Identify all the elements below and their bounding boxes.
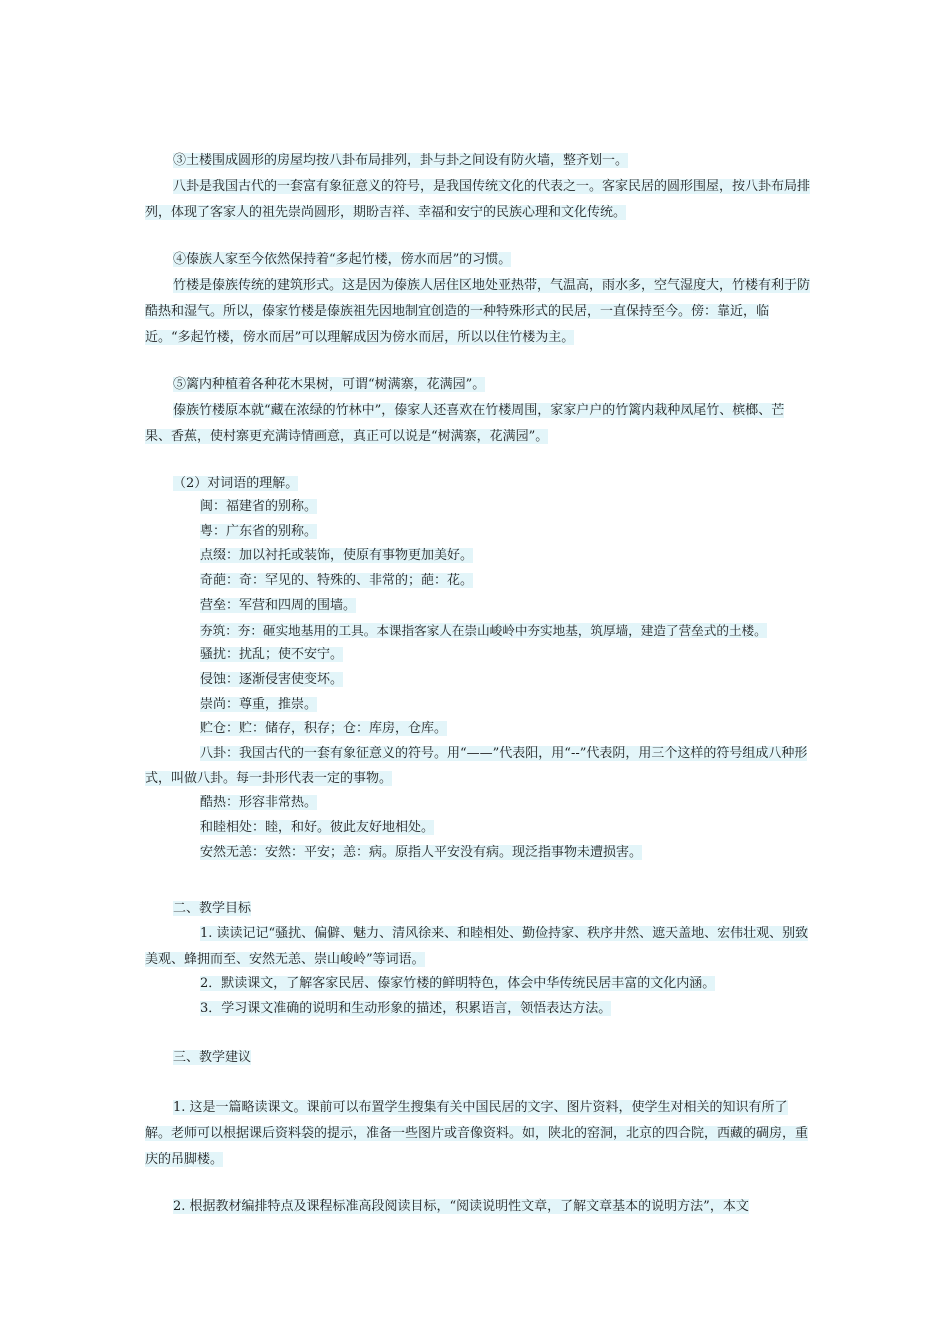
vocab-list [145, 495, 810, 866]
vocab-term: 奇葩：奇：罕见的、特殊的、非常的；葩：花。 [200, 573, 474, 589]
goal-3: 3．学习课文准确的说明和生动形象的描述，积累语言，领悟表达方法。 [200, 1001, 612, 1016]
vocab-term: 夯筑：夯：砸实地基用的工具。本课指客家人在崇山峻岭中夯实地基，筑厚墙，建造了营垒式的土楼。 [200, 622, 767, 638]
item-4: ④傣族人家至今依然保持着“多起竹楼，傍水而居”的习惯。 [173, 252, 512, 267]
item-3: ③土楼围成圆形的房屋均按八卦布局排列，卦与卦之间设有防火墙，整齐划一。 [173, 153, 629, 168]
item-4-explanation: 竹楼是傣族传统的建筑形式。这是因为傣族人居住区地处亚热带，气温高，雨水多，空气湿度大，竹楼有利于防酷热和湿气。所以，傣家竹楼是傣族祖先因地制宜创造的一种特殊形式的民居，一直保持至今。傍：靠近，临近。“多起竹楼，傍水而居”可以理解成因为傍水而居，所以以住竹楼为主。 [145, 278, 811, 345]
vocab-term: 粤：广东省的别称。 [200, 523, 318, 539]
advice-2: 2. 根据教材编排特点及课程标准高段阅读目标，“阅读说明性文章，了解文章基本的说明方法”，本文 [173, 1199, 749, 1214]
advice-1: 1. 这是一篇略读课文。课前可以布置学生搜集有关中国民居的文字、图片资料，使学生对相关的知识有所了解。老师可以根据课后资料袋的提示，准备一些图片或音像资料。如，陕北的窑洞，北京的四合院，西藏的碉房，重庆的吊脚楼。 [145, 1100, 809, 1167]
vocab-term: 闽：福建省的别称。 [200, 499, 318, 514]
vocab-term: 营垒：军营和四周的围墙。 [200, 597, 357, 613]
vocab-term: 侵蚀：逐渐侵害使变坏。 [200, 671, 344, 687]
vocab-term: 和睦相处：睦，和好。彼此友好地相处。 [200, 820, 435, 836]
item-5-explanation: 傣族竹楼原本就“藏在浓绿的竹林中”，傣家人还喜欢在竹楼周围，家家户户的竹篱内栽种凤尾竹、槟榔、芒果、香蕉，使村寨更充满诗情画意，真正可以说是“树满寨，花满园”。 [145, 403, 785, 444]
vocab-heading: （2）对词语的理解。 [173, 476, 299, 491]
item-3-explanation: 八卦是我国古代的一套富有象征意义的符号，是我国传统文化的代表之一。客家民居的圆形围屋，按八卦布局排列，体现了客家人的祖先崇尚圆形，期盼吉祥、幸福和安宁的民族心理和文化传统。 [145, 179, 811, 220]
vocab-term: 崇尚：尊重，推崇。 [200, 696, 318, 712]
vocab-term: 八卦：我国古代的一套有象征意义的符号。用“——”代表阳，用“--”代表阴，用三个这样的符号组成八种形式，叫做八卦。每一卦形代表一定的事物。 [145, 746, 808, 786]
vocab-term: 贮仓：贮：储存，积存；仓：库房，仓库。 [200, 721, 448, 737]
goal-2: 2．默读课文，了解客家民居、傣家竹楼的鲜明特色，体会中华传统民居丰富的文化内涵。 [200, 976, 716, 991]
vocab-term: 酷热：形容非常热。 [200, 795, 318, 811]
goal-1: 1. 读读记记“骚扰、偏僻、魅力、清风徐来、和睦相处、勤俭持家、秩序井然、遮天盖地、宏伟壮观、别致美观、蜂拥而至、安然无恙、崇山峻岭”等词语。 [145, 926, 809, 967]
vocab-term: 安然无恙：安然：平安；恙：病。原指人平安没有病。现泛指事物未遭损害。 [200, 844, 643, 860]
item-5: ⑤篱内种植着各种花木果树，可谓“树满寨，花满园”。 [173, 377, 486, 392]
vocab-term: 骚扰：扰乱；使不安宁。 [200, 647, 344, 663]
goals-heading: 二、教学目标 [173, 901, 252, 916]
advice-heading: 三、教学建议 [173, 1050, 252, 1065]
vocab-term: 点缀：加以衬托或装饰，使原有事物更加美好。 [200, 548, 474, 564]
